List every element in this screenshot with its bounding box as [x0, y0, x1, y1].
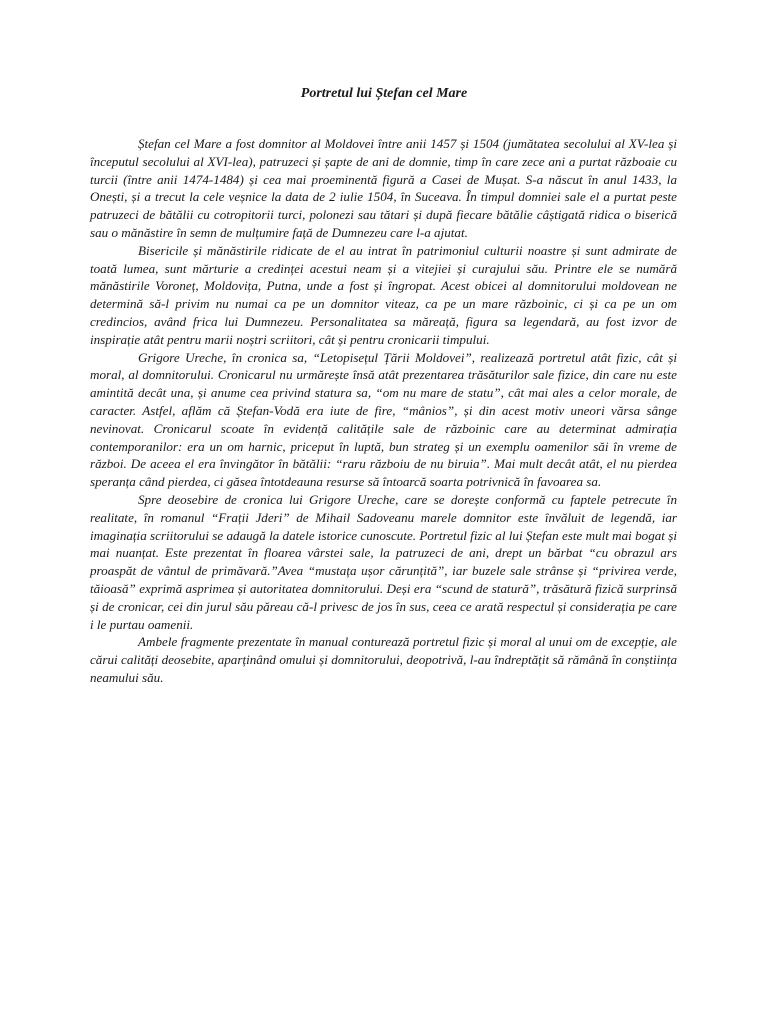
document-title: Portretul lui Ștefan cel Mare — [300, 86, 468, 101]
paragraph-3: Grigore Ureche, în cronica sa, “Letopisețul Țării Moldovei”, realizează portretul atât fizic, cât și moral, al domnitorului. Cronicarul nu urmărește însă atât prezentarea trăsăturilor sale fizice, din care nu este amintită decât una, și anume cea privind statura sa, “om nu mare de statu”, cât mai ales a celor morale, de caracter. Astfel, aflăm că Ștefan-Vodă era iute de fire, “mânios”, și din acest motiv uneori vărsa sânge nevinovat. Cronicarul scoate în evidență calitățile sale de războinic care au determinat admirația contemporanilor: era un om harnic, priceput în luptă, bun strateg și un exemplu oamenilor săi în vreme de război. De aceea el era învingător în bătălii: “raru războiu de nu biruia”. Mai mult decât atât, el nu pierdea speranța când pierdea, ci găsea întotdeauna resurse să întoarcă soarta potrivnică în favoarea sa. — [90, 349, 677, 490]
paragraph-1: Ștefan cel Mare a fost domnitor al Moldovei între anii 1457 și 1504 (jumătatea secolului al XV-lea și începutul secolului al XVI-lea), patruzeci și șapte de ani de domnie, timp în care zece ani a purtat războaie cu turcii (între anii 1474-1484) și cea mai proeminentă figură a Casei de Mușat. S-a născut în anul 1433, la Onești, și a trecut la cele veșnice la data de 2 iulie 1504, în Suceava. În timpul domniei sale el a purtat peste patruzeci de bătălii cu cotropitorii turci, polonezi sau tătari și după fiecare bătălie câștigată ridica o biserică sau o mănăstire în semn de mulțumire față de Dumnezeu care l-a ajutat. — [90, 136, 677, 240]
document-body — [90, 135, 677, 687]
paragraph-2: Bisericile și mănăstirile ridicate de el au intrat în patrimoniul culturii noastre și sunt admirate de toată lumea, sunt mărturie a credinței acestui neam și a vitejiei și curajului său. Printre ele se numără mănăstirile Voroneț, Moldovița, Putna, unde a fost și îngropat. Acest obicei al domnitorului moldovean ne determină să-l privim nu numai ca pe un domnitor viteaz, ca pe un mare războinic, ci și ca pe un om credincios, având frica lui Dumnezeu. Personalitatea sa măreață, figura sa legendară, au fost izvor de inspirație atât pentru marii noștri scriitori, cât și pentru cronicarii timpului. — [90, 242, 677, 347]
paragraph-4: Spre deosebire de cronica lui Grigore Ureche, care se dorește conformă cu faptele petrecute în realitate, în romanul “Frații Jderi” de Mihail Sadoveanu marele domnitor este învăluit de legendă, iar imaginația scriitorului se adaugă la datele istorice cunoscute. Portretul fizic al lui Ștefan este mult mai bogat și mai nuanțat. Este prezentat în floarea vârstei sale, la patruzeci de ani, drept un bărbat “cu obrazul ars proaspăt de vântul de primăvară.”Avea “mustața ușor cărunțită”, iar buzele sale strânse și “privirea verde, tăioasă” exprimă asprimea și autoritatea domnitorului. Deși era “scund de statură”, trăsătură fizică surprinsă și de cronicar, cei din jurul său păreau că-l privesc de jos în sus, ceea ce arată respectul și considerația pe care i le purtau oamenii. — [90, 491, 677, 632]
paragraph-5: Ambele fragmente prezentate în manual conturează portretul fizic și moral al unui om de excepție, ale cărui calități deosebite, aparținând omului și domnitorului, deopotrivă, l-au îndreptățit să rămână în conștiința neamului său. — [90, 634, 677, 685]
